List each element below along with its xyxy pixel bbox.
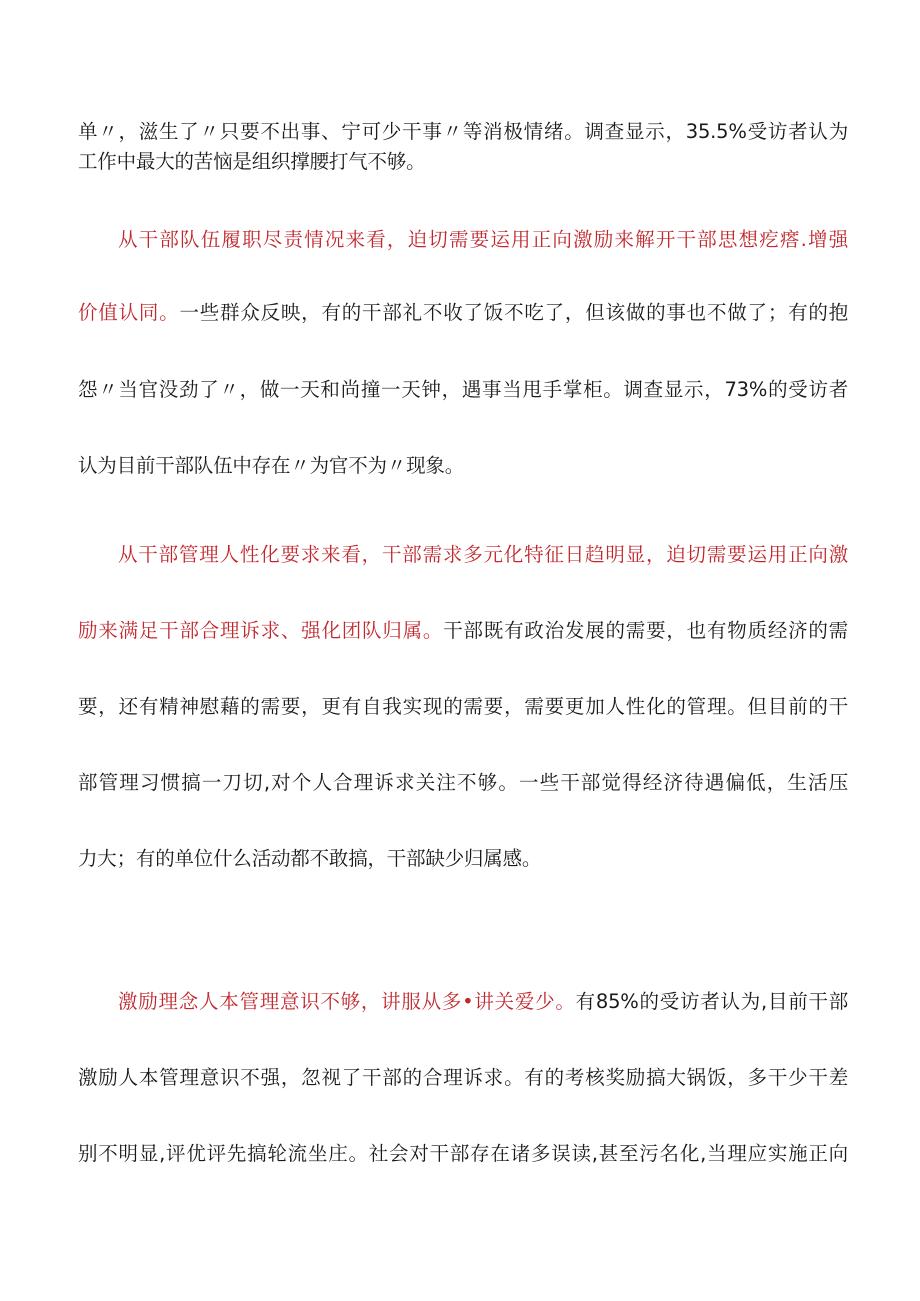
- emphasis-line: 从干部队伍履职尽责情况来看，迫切需要运用正向激励来解开干部思想疙瘩.增强: [118, 228, 848, 251]
- body-text: 一些群众反映，有的干部礼不收了饭不吃了，但该做的事也不做了；有的抱: [179, 301, 848, 324]
- emphasis-line: 从干部管理人性化要求来看，干部需求多元化特征日趋明显，迫切需要运用正向激: [118, 543, 848, 566]
- paragraph-line: 要，还有精神慰藉的需要，更有自我实现的需要，需要更加人性化的管理。但目前的干: [78, 695, 848, 718]
- emphasis-text: 价值认同。: [78, 301, 180, 324]
- body-text: 干部既有政治发展的需要，也有物质经济的需: [443, 619, 848, 642]
- paragraph-line: [78, 618, 848, 644]
- paragraph-line: 部管理习惯搞一刀切,对个人合理诉求关注不够。一些干部觉得经济待遇偏低，生活压: [78, 771, 848, 794]
- paragraph-line: [78, 300, 848, 326]
- paragraph-line: 认为目前干部队伍中存在〃为官不为〃现象。: [78, 454, 465, 477]
- emphasis-text: 激励理念人本管理意识不够，讲服从多•讲关爱少。: [118, 990, 576, 1013]
- paragraph-line: 单〃，滋生了〃只要不出事、宁可少干事〃等消极情绪。调查显示，35.5%受访者认为: [78, 120, 848, 143]
- emphasis-text: 励来满足干部合理诉求、强化团队归属。: [78, 619, 444, 642]
- paragraph-line: 怨〃当官没劲了〃，做一天和尚撞一天钟，遇事当甩手掌柜。调查显示，73%的受访者: [78, 378, 848, 401]
- paragraph-line: 别不明显,评优评先搞轮流坐庄。社会对干部存在诸多误读,甚至污名化,当理应实施正向: [78, 1142, 848, 1165]
- paragraph-line: 工作中最大的苦恼是组织撑腰打气不够。: [78, 150, 426, 173]
- body-text: 有85%的受访者认为,目前干部: [575, 990, 848, 1013]
- paragraph-line: [118, 989, 848, 1015]
- paragraph-line: 力大；有的单位什么活动都不敢搞，干部缺少归属感。: [78, 847, 542, 870]
- paragraph-line: 激励人本管理意识不强，忽视了干部的合理诉求。有的考核奖励搞大锅饭，多干少干差: [78, 1066, 848, 1089]
